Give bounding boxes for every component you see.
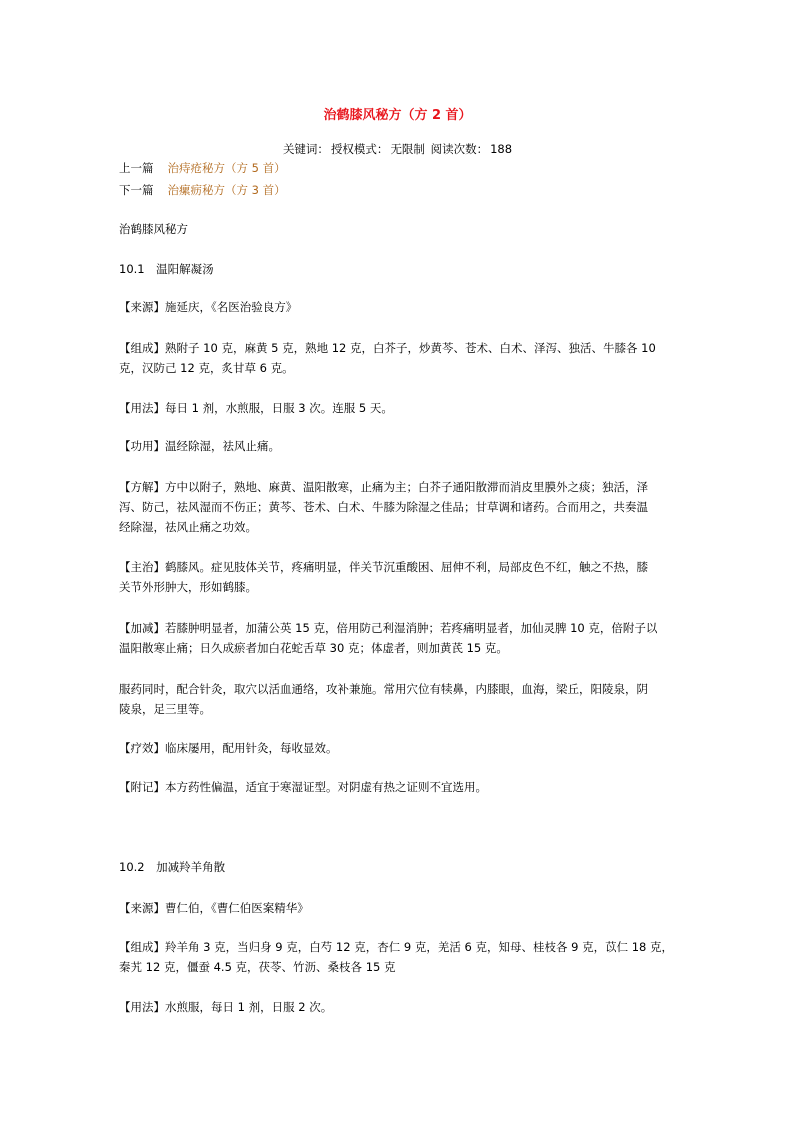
s1-extra-line-1: 服药同时，配合针灸，取穴以活血通络，攻补兼施。常用穴位有犊鼻，内膝眼，血海，梁丘，阳陵泉，阴 (119, 682, 648, 696)
s1-source: 【来源】施延庆，《名医治验良方》 (119, 300, 298, 314)
s1-note: 【附记】本方药性偏温，适宜于寒湿证型。对阴虚有热之证则不宜选用。 (119, 780, 487, 794)
prev-article-link[interactable]: 治痔疮秘方（方 5 首） (167, 161, 286, 175)
views-count: 188 (490, 142, 513, 156)
next-label: 下一篇 (119, 183, 154, 197)
s1-explanation-line-3: 经除湿，祛风止痛之功效。 (119, 520, 257, 534)
next-article-row (119, 181, 286, 199)
s2-composition-line-2: 秦艽 12 克，僵蚕 4.5 克，茯苓、竹沥、桑枝各 15 克 (119, 960, 396, 974)
s1-extra (119, 679, 676, 719)
s1-composition-line-2: 克，汉防己 12 克，炙甘草 6 克。 (119, 361, 294, 375)
page-title: 治鹤膝风秘方（方 2 首） (323, 108, 472, 123)
content-heading: 治鹤膝风秘方 (119, 222, 188, 236)
s2-source: 【来源】曹仁伯，《曹仁伯医案精华》 (119, 901, 309, 915)
prev-article-row (119, 159, 286, 177)
license-label: 授权模式： (330, 142, 389, 156)
s1-explanation-line-2: 泻、防己，祛风湿而不伤正；黄芩、苍术、白术、牛膝为除湿之佳品；甘草调和诸药。合而用之，共奏温 (119, 500, 648, 514)
keywords-label: 关键词： (282, 142, 329, 156)
s2-composition (119, 937, 676, 977)
s1-indication-line-2: 关节外形肿大，形如鹤膝。 (119, 580, 257, 594)
s1-modification (119, 618, 676, 658)
next-article-link[interactable]: 治瘰疬秘方（方 3 首） (167, 183, 286, 197)
s1-composition (119, 338, 676, 378)
s2-usage: 【用法】水煎服，每日 1 剂，日服 2 次。 (119, 1000, 333, 1014)
license-value: 无限制 (390, 142, 425, 156)
s1-explanation-line-1: 【方解】方中以附子，熟地、麻黄、温阳散寒，止痛为主；白芥子通阳散滞而消皮里膜外之痰；独活，泽 (119, 480, 648, 494)
s1-modification-line-2: 温阳散寒止痛；日久成瘀者加白花蛇舌草 30 克；体虚者，则加黄芪 15 克。 (119, 641, 508, 655)
s1-extra-line-2: 陵泉，足三里等。 (119, 702, 211, 716)
section-2-title: 10.2 加减羚羊角散 (119, 860, 226, 874)
s1-indication (119, 557, 676, 597)
s1-effect: 【功用】温经除湿，祛风止痛。 (119, 439, 280, 453)
section-1-title: 10.1 温阳解凝汤 (119, 262, 214, 276)
s1-composition-line-1: 【组成】熟附子 10 克，麻黄 5 克，熟地 12 克，白芥子，炒黄芩、苍术、白术、泽泻、独活、牛膝各 10 (119, 341, 656, 355)
s1-usage: 【用法】每日 1 剂，水煎服，日服 3 次。连服 5 天。 (119, 401, 393, 415)
prev-label: 上一篇 (119, 161, 154, 175)
s1-modification-line-1: 【加减】若膝肿明显者，加蒲公英 15 克，倍用防己利湿消肿；若疼痛明显者，加仙灵脾 10 克，倍附子以 (119, 621, 658, 635)
s1-explanation (119, 477, 676, 537)
s1-result: 【疗效】临床屡用，配用针灸，每收显效。 (119, 741, 338, 755)
meta-line (119, 140, 676, 158)
s2-composition-line-1: 【组成】羚羊角 3 克，当归身 9 克，白芍 12 克，杏仁 9 克，羌活 6 克，知母、桂枝各 9 克，苡仁 18 克， (119, 940, 674, 954)
s1-indication-line-1: 【主治】鹤膝风。症见肢体关节，疼痛明显，伴关节沉重酸困、屈伸不利，局部皮色不红，触之不热，膝 (119, 560, 648, 574)
views-label: 阅读次数： (430, 142, 489, 156)
